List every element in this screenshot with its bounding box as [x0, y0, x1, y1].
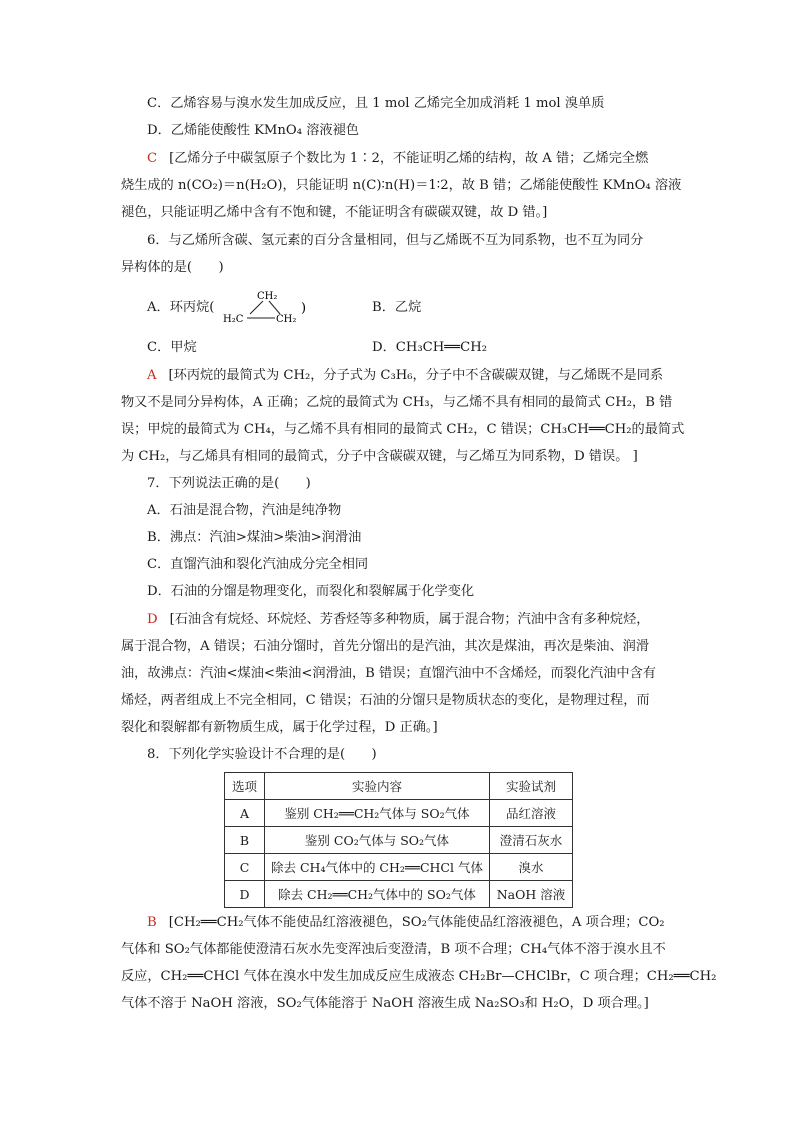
cyclopropane-diagram: [223, 290, 309, 328]
cyclo-close-paren: ): [301, 301, 307, 316]
q6-answer-line-1: [147, 367, 663, 385]
q8-stem: 8．下列化学实验设计不合理的是( ): [147, 747, 377, 762]
table-header: 实验试剂: [489, 773, 572, 800]
q6-stem-2: 异构体的是( ): [121, 260, 224, 275]
q6-option-d: D．CH₃CH══CH₂: [372, 340, 487, 355]
cyclo-top-label: CH₂: [257, 291, 278, 302]
q5-option-c: C．乙烯容易与溴水发生加成反应，且 1 mol 乙烯完全加成消耗 1 mol 溴单质: [147, 96, 605, 111]
table-cell: 除去 CH₄气体中的 CH₂══CHCl 气体: [265, 854, 490, 881]
table-header: 实验内容: [265, 773, 490, 800]
q6-explanation-1: [环丙烷的最简式为 CH₂，分子式为 C₃H₆，分子中不含碳碳双键，与乙烯既不是同系: [168, 368, 664, 383]
cyclo-left-label: H₂C: [223, 314, 244, 325]
cyclopropane-structure: [223, 290, 309, 328]
q6-answer-letter: A: [147, 368, 157, 383]
q7-option-b: B．沸点：汽油>煤油>柴油>润滑油: [147, 530, 362, 545]
q7-explanation-4: 烯烃，两者组成上不完全相同，C 错误；石油的分馏只是物质状态的变化，是物理过程，而: [121, 693, 650, 708]
q6-explanation-4: 为 CH₂，与乙烯具有相同的最简式，分子中含碳碳双键，与乙烯互为同系物，D 错误。 ]: [121, 449, 638, 464]
q7-explanation-1: [石油含有烷烃、环烷烃、芳香烃等多种物质，属于混合物；汽油中含有多种烷烃，: [169, 612, 650, 627]
table-cell: 澄清石灰水: [489, 827, 572, 854]
table-cell: 除去 CH₂══CH₂气体中的 SO₂气体: [265, 881, 490, 908]
q7-option-c: C．直馏汽油和裂化汽油成分完全相同: [147, 557, 369, 572]
q8-explanation-1: [CH₂══CH₂气体不能使品红溶液褪色，SO₂气体能使品红溶液褪色，A 项合理；CO₂: [168, 915, 665, 930]
table-row: [225, 854, 573, 881]
table-cell: C: [225, 854, 265, 881]
q8-answer-line-1: [147, 914, 665, 932]
table-cell: A: [225, 800, 265, 827]
q6-option-b: B．乙烷: [372, 300, 422, 315]
q5-explanation-1: [乙烯分子中碳氢原子个数比为 1∶2，不能证明乙烯的结构，故 A 错；乙烯完全燃: [169, 151, 649, 166]
table-cell: NaOH 溶液: [489, 881, 572, 908]
q8-explanation-2: 气体和 SO₂气体都能使澄清石灰水先变浑浊后变澄清，B 项不合理；CH₄气体不溶于溴水且不: [121, 942, 666, 957]
q7-option-a: A．石油是混合物，汽油是纯净物: [147, 503, 342, 518]
q6-stem-1: 6．与乙烯所含碳、氢元素的百分含量相同，但与乙烯既不互为同系物，也不互为同分: [147, 233, 644, 248]
q6-explanation-3: 误；甲烷的最简式为 CH₄，与乙烯不具有相同的最简式 CH₂，C 错误；CH₃CH══CH₂的最简式: [121, 422, 685, 437]
q5-explanation-3: 褪色，只能证明乙烯中含有不饱和键，不能证明含有碳碳双键，故 D 错。]: [121, 205, 548, 220]
q5-answer-letter: C: [147, 151, 158, 166]
q7-answer-line-1: [147, 611, 649, 629]
q5-option-d: D．乙烯能使酸性 KMnO₄ 溶液褪色: [147, 123, 359, 138]
table-cell: B: [225, 827, 265, 854]
q7-explanation-5: 裂化和裂解都有新物质生成，属于化学过程，D 正确。]: [121, 720, 438, 735]
q8-explanation-3: 反应，CH₂══CHCl 气体在溴水中发生加成反应生成液态 CH₂Br—CHClBr，C 项合理；CH₂══CH₂: [121, 969, 717, 984]
q8-explanation-4: 气体不溶于 NaOH 溶液，SO₂气体能溶于 NaOH 溶液生成 Na₂SO₃和 H₂O，D 项合理。]: [121, 996, 649, 1011]
table-header-row: [225, 773, 573, 800]
experiment-table: [224, 772, 573, 908]
table-row: [225, 827, 573, 854]
q6-option-a: [147, 299, 214, 317]
table-row: [225, 881, 573, 908]
q6-option-c: C．甲烷: [147, 340, 197, 355]
q6-explanation-2: 物又不是同分异构体，A 正确；乙烷的最简式为 CH₃，与乙烯不具有相同的最简式 CH₂，B 错: [121, 395, 673, 410]
q7-explanation-3: 油，故沸点：汽油<煤油<柴油<润滑油，B 错误；直馏汽油中不含烯烃，而裂化汽油中含有: [121, 666, 656, 681]
cyclo-right-label: CH₂: [276, 314, 297, 325]
q6-option-a-label: A．环丙烷(: [147, 300, 215, 315]
q5-answer-line-1: [147, 150, 648, 168]
table-cell: 鉴别 CO₂气体与 SO₂气体: [265, 827, 490, 854]
table-cell: 品红溶液: [489, 800, 572, 827]
q8-answer-letter: B: [147, 915, 157, 930]
table-header: 选项: [225, 773, 265, 800]
table-cell: D: [225, 881, 265, 908]
q5-explanation-2: 烧生成的 n(CO₂)＝n(H₂O)，只能证明 n(C)∶n(H)＝1∶2，故 B 错；乙烯能使酸性 KMnO₄ 溶液: [121, 178, 682, 193]
q7-option-d: D．石油的分馏是物理变化，而裂化和裂解属于化学变化: [147, 584, 475, 599]
q7-answer-letter: D: [147, 612, 158, 627]
table-row: [225, 800, 573, 827]
q7-explanation-2: 属于混合物，A 错误；石油分馏时，首先分馏出的是汽油，其次是煤油，再次是柴油、润滑: [121, 639, 650, 654]
table-cell: 鉴别 CH₂══CH₂气体与 SO₂气体: [265, 800, 490, 827]
q7-stem: 7．下列说法正确的是( ): [147, 476, 311, 491]
table-cell: 溴水: [489, 854, 572, 881]
